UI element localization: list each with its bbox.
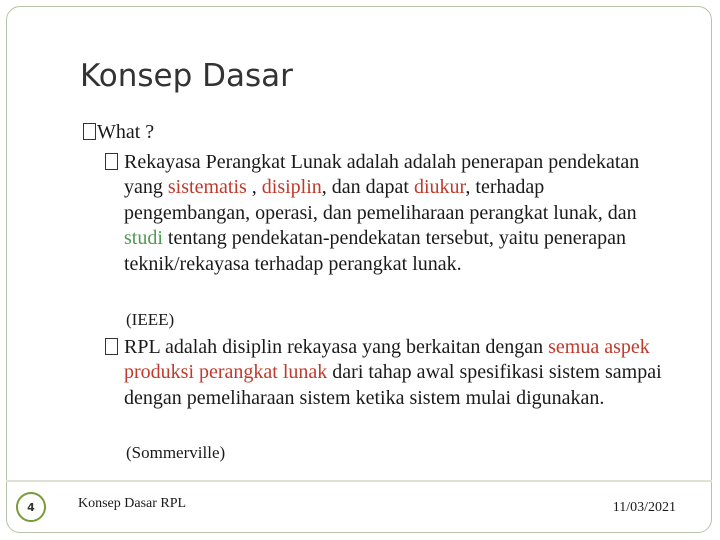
sommerville-text: dari tahap awal spesifikasi sistem sampai dengan pemeliharaan sistem ketika sistem mulai digunakan. xyxy=(124,361,662,409)
keyword-studi: studi xyxy=(124,227,163,250)
slide-title: Konsep Dasar xyxy=(80,58,293,94)
sommerville-text-block xyxy=(124,335,669,411)
source-ieee: (IEEE) xyxy=(126,310,175,329)
bullet-box-icon xyxy=(83,123,96,140)
bullet-box-icon xyxy=(105,338,118,355)
footer-divider xyxy=(6,480,712,482)
page-number-badge: 4 xyxy=(16,492,46,522)
footer-date: 11/03/2021 xyxy=(612,500,676,515)
source-sommerville: (Sommerville) xyxy=(126,443,226,462)
definition-text: , dan dapat xyxy=(321,176,414,199)
keyword-disiplin: disiplin xyxy=(261,176,322,199)
footer-label: Konsep Dasar RPL xyxy=(78,496,187,511)
bullet-rpl-sommerville xyxy=(105,335,695,411)
definition-text: tentang pendekatan-pendekatan tersebut, yaitu penerapan teknik/rekayasa terhadap perangkat lunak. xyxy=(124,227,627,275)
keyword-diukur: diukur xyxy=(413,176,466,199)
bullet-rpl-definition xyxy=(105,150,695,277)
bullet-what-text: What ? xyxy=(97,121,155,143)
definition-text: , terhadap pengembangan, operasi, dan pemeliharaan perangkat lunak, dan xyxy=(124,176,637,224)
sommerville-text: RPL adalah disiplin rekayasa yang berkaitan dengan xyxy=(124,336,549,358)
keyword-semua-aspek: semua aspek produksi perangkat lunak xyxy=(124,336,650,384)
definition-text: , xyxy=(246,176,262,199)
definition-text: Rekayasa Perangkat Lunak adalah adalah penerapan pendekatan yang xyxy=(124,151,640,199)
definition-text-block xyxy=(124,150,669,277)
bullet-what xyxy=(83,120,154,145)
keyword-sistematis: sistematis xyxy=(167,176,247,199)
bullet-box-icon xyxy=(105,153,118,170)
